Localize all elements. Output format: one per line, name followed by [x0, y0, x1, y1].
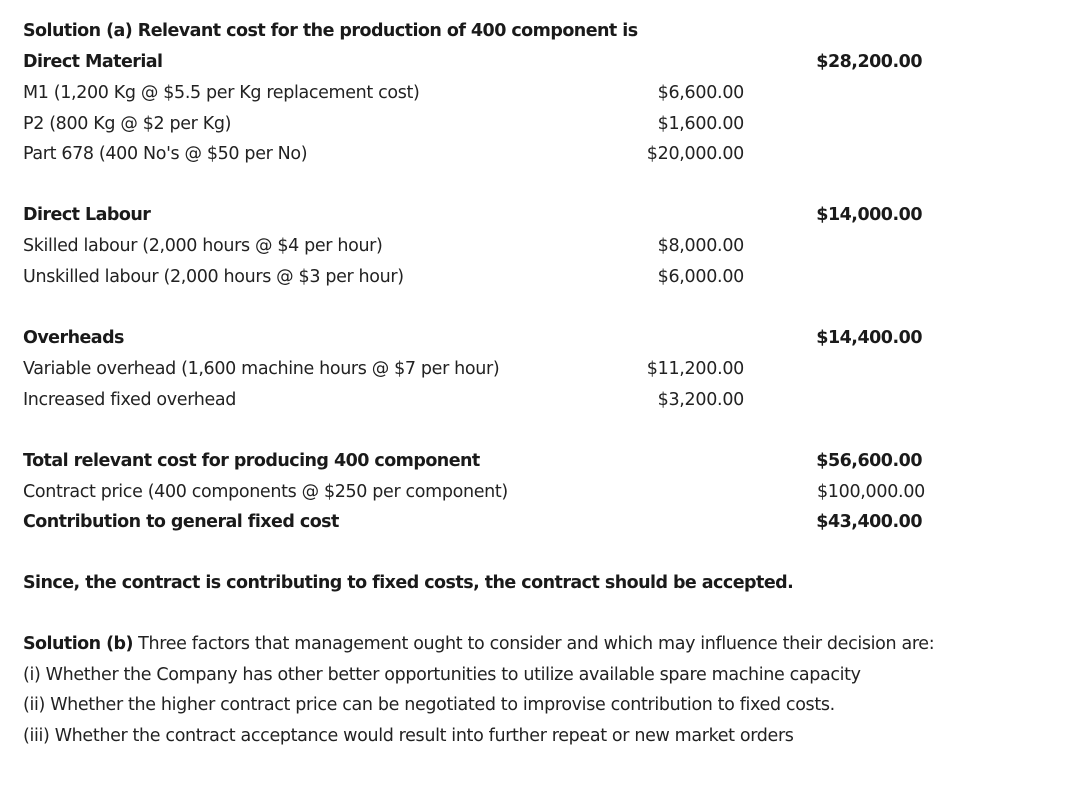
- total-relevant-cost-value: $56,600.00: [816, 451, 922, 471]
- total-relevant-cost-label: Total relevant cost for producing 400 component: [23, 451, 480, 471]
- solution-b-heading: [23, 631, 934, 657]
- factor-item: (i) Whether the Company has other better opportunities to utilize available spare machine capacity: [23, 665, 861, 685]
- direct-material-total: $28,200.00: [816, 52, 922, 72]
- factor-item: (ii) Whether the higher contract price can be negotiated to improvise contribution to fixed costs.: [23, 695, 835, 715]
- solution-a-heading: Solution (a) Relevant cost for the production of 400 component is: [23, 21, 638, 41]
- solution-b-heading-text: Three factors that management ought to consider and which may influence their decision are:: [132, 634, 935, 654]
- material-item-amount: $6,600.00: [657, 83, 744, 103]
- material-item-label: Part 678 (400 No's @ $50 per No): [23, 144, 308, 164]
- material-item-label: P2 (800 Kg @ $2 per Kg): [23, 114, 232, 134]
- labour-item-amount: $8,000.00: [657, 236, 744, 256]
- contribution-label: Contribution to general fixed cost: [23, 512, 339, 532]
- overhead-item-label: Variable overhead (1,600 machine hours @ $7 per hour): [23, 359, 500, 379]
- overhead-item-amount: $11,200.00: [646, 359, 744, 379]
- contract-price-label: Contract price (400 components @ $250 per component): [23, 482, 508, 502]
- direct-material-label: Direct Material: [23, 52, 163, 72]
- material-item-amount: $20,000.00: [646, 144, 744, 164]
- overheads-total: $14,400.00: [816, 328, 922, 348]
- labour-item-label: Skilled labour (2,000 hours @ $4 per hour): [23, 236, 383, 256]
- contract-price-value: $100,000.00: [816, 482, 925, 502]
- direct-labour-total: $14,000.00: [816, 205, 922, 225]
- labour-item-amount: $6,000.00: [657, 267, 744, 287]
- labour-item-label: Unskilled labour (2,000 hours @ $3 per hour): [23, 267, 404, 287]
- material-item-label: M1 (1,200 Kg @ $5.5 per Kg replacement cost): [23, 83, 420, 103]
- contribution-value: $43,400.00: [816, 512, 922, 532]
- overheads-label: Overheads: [23, 328, 124, 348]
- material-item-amount: $1,600.00: [657, 114, 744, 134]
- overhead-item-amount: $3,200.00: [657, 390, 744, 410]
- conclusion-text: Since, the contract is contributing to fixed costs, the contract should be accepted.: [23, 573, 794, 593]
- overhead-item-label: Increased fixed overhead: [23, 390, 237, 410]
- solution-b-heading-bold: Solution (b): [23, 634, 133, 654]
- direct-labour-label: Direct Labour: [23, 205, 151, 225]
- factor-item: (iii) Whether the contract acceptance would result into further repeat or new market orders: [23, 726, 794, 746]
